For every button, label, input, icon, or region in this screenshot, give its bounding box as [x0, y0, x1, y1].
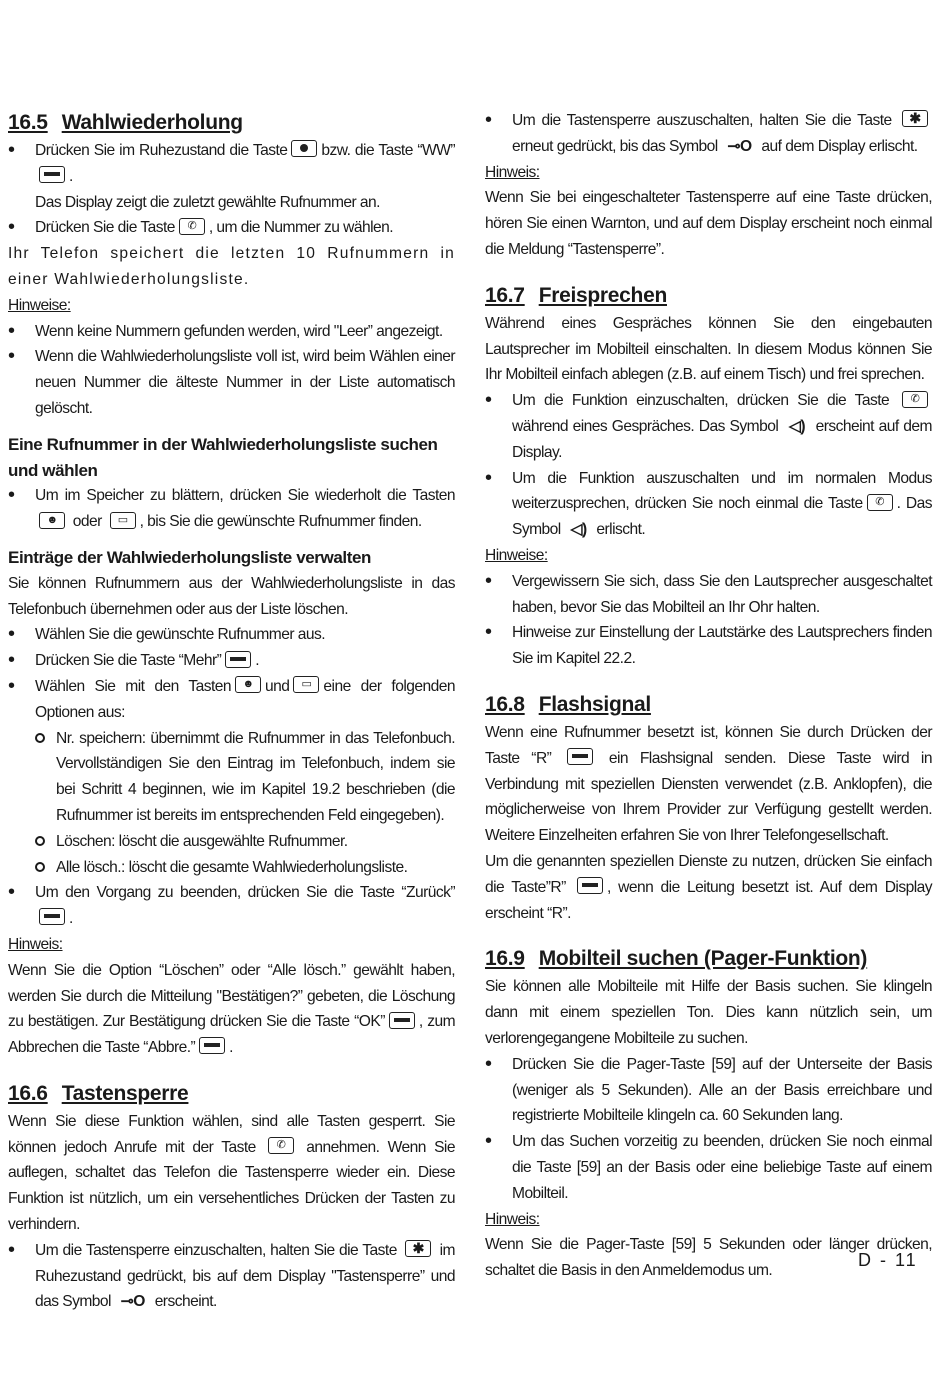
paragraph: Um die genannten speziellen Dienste zu nutzen, drücken Sie einfach die Taste”R” , wenn die Leitung besetzt ist. Auf dem Display erscheint “R”. — [485, 853, 932, 922]
list-item: • Wählen Sie die gewünschte Rufnummer aus. — [8, 622, 455, 648]
hint-list — [8, 319, 455, 422]
keylock-steps — [8, 1238, 455, 1315]
search-steps — [8, 483, 455, 535]
hint-list — [485, 569, 932, 672]
search-heading: Eine Rufnummer in der Wahlwiederholungsliste suchen und wählen — [8, 434, 438, 480]
hint-label: Hinweise: — [485, 547, 548, 565]
speaker-icon: ◁) — [570, 521, 587, 539]
pager-steps — [485, 1052, 932, 1207]
section-16-6-heading: 16.6 Tastensperre — [8, 1081, 189, 1105]
hint-text: Wenn Sie die Pager-Taste [59] 5 Sekunden oder länger drücken, schaltet die Basis in den Anmeldemodus um. — [485, 1236, 932, 1280]
speaker-icon: ◁) — [788, 418, 805, 435]
list-item: • Um den Vorgang zu beenden, drücken Sie die Taste “Zurück”. — [8, 880, 455, 932]
list-item: • Wählen Sie mit den Tasten ☻ und ▭ eine der folgenden Optionen aus: — [8, 674, 455, 726]
list-item: • Um die Tastensperre auszuschalten, halten Sie die Taste ✱ erneut gedrückt, bis das Symbol ⊸O auf dem Display erlischt. — [485, 108, 932, 160]
keylock-steps-cont — [485, 108, 932, 160]
list-item: • Um die Tastensperre einzuschalten, halten Sie die Taste ✱ im Ruhezustand gedrückt, bis auf dem Display "Tastensperre” und das Symbol ⊸O erscheint. — [8, 1238, 455, 1315]
manage-heading: Einträge der Wahlwiederholungsliste verwalten — [8, 547, 372, 567]
left-column — [8, 108, 455, 1315]
paragraph: Wenn Sie diese Funktion wählen, sind alle Tasten gesperrt. Sie können jedoch Anrufe mit der Taste ✆ annehmen. Wenn Sie auflegen, schaltet das Telefon die Tastensperre wieder ein. Diese Funktion ist nützlich, um ein versehentliches Drücken der Tasten zu verhindern. — [8, 1112, 455, 1234]
key-lock-icon: ⊸O — [727, 137, 752, 155]
manage-steps — [8, 622, 455, 725]
redial-key-icon — [291, 140, 317, 157]
phonebook-key-icon: ▭ — [293, 676, 319, 693]
hint-label: Hinweis: — [8, 935, 63, 953]
paragraph: Sie können alle Mobilteile mit Hilfe der Basis suchen. Sie klingeln dann mit einem speziellen Ton. Dies kann nützlich sein, um verlorengegangene Mobilteile zu suchen. — [485, 978, 932, 1047]
hint-text: Wenn Sie die Option “Löschen” oder “Alle lösch.” gewählt haben, werden Sie durch die Mitteilung "Bestätigen?” gebeten, die Löschung zu bestätigen. Zur Bestätigung drücken Sie die Taste “OK” , zum Abbrechen die Taste “Abbre.” . — [8, 961, 456, 1057]
list-item: • Um im Speicher zu blättern, drücken Sie wiederholt die Tasten ☻ oder ▭ , bis Sie die gewünschte Rufnummer finden. — [8, 483, 455, 535]
page-number: D - 11 — [858, 1250, 918, 1270]
contact-key-icon: ☻ — [235, 676, 261, 693]
paragraph: Wenn eine Rufnummer besetzt ist, können Sie durch Drücken der Taste “R” ein Flashsignal senden. Diese Taste wird in Verbindung mit speziellen Diensten verwendet (z.B. Anklopfen), die möglicherweise von Ihrem Provider zur Verfügung gestellt werden. Weitere Einzelheiten erfahren Sie von Ihrer Telefongesellschaft. — [485, 724, 932, 845]
softkey-bar-icon — [225, 651, 251, 668]
call-key-icon: ✆ — [867, 494, 893, 511]
paragraph: Ihr Telefon speichert die letzten 10 Rufnummern in einer Wahlwiederholungsliste. — [8, 245, 455, 288]
list-item: • Wenn die Wahlwiederholungsliste voll ist, wird beim Wählen einer neuen Nummer die älteste Nummer in der Liste automatisch gelöscht. — [8, 344, 455, 421]
list-item: • Drücken Sie die Taste “Mehr” . — [8, 648, 455, 674]
star-key-icon: ✱ — [405, 1240, 431, 1257]
call-key-icon: ✆ — [902, 391, 928, 408]
hint-label: Hinweis: — [485, 163, 540, 181]
list-item: • Um die Funktion einzuschalten, drücken Sie die Taste ✆ während eines Gespräches. Das Symbol ◁) erscheint auf dem Display. — [485, 388, 932, 465]
list-item: • Drücken Sie im Ruhezustand die Taste bzw. die Taste “WW”. Das Display zeigt die zuletzt gewählte Rufnummer an. — [8, 138, 455, 215]
section-16-5-heading: 16.5 Wahlwiederholung — [8, 111, 243, 134]
list-item: • Hinweise zur Einstellung der Lautstärke des Lautsprechers finden Sie im Kapitel 22.2. — [485, 620, 932, 672]
right-column — [485, 108, 932, 1284]
list-item: • Um die Funktion auszuschalten und im normalen Modus weiterzusprechen, drücken Sie noch einmal die Taste ✆ . Das Symbol ◁) erlischt. — [485, 466, 932, 543]
list-item: Alle lösch.: löscht die gesamte Wahlwiederholungsliste. — [8, 855, 455, 881]
list-item: Nr. speichern: übernimmt die Rufnummer in das Telefonbuch. Vervollständigen Sie den Eintrag im Telefonbuch, indem sie bei Schritt 4 beginnen, wie im Kapitel 19.2 beschrieben (die Rufnummer ist bereits im entsprechenden Feld eingegeben). — [8, 726, 455, 829]
section-16-8-heading: 16.8 Flashsignal — [485, 693, 651, 717]
handsfree-steps — [485, 388, 932, 543]
key-lock-icon: ⊸O — [120, 1293, 145, 1311]
manage-steps-end — [8, 880, 455, 932]
hint-label: Hinweise: — [8, 296, 71, 314]
section-16-7-heading: 16.7 Freisprechen — [485, 283, 667, 307]
hint-text: Wenn Sie bei eingeschalteter Tastensperre auf eine Taste drücken, hören Sie einen Warnton, und auf dem Display erscheint noch einmal die Meldung “Tastensperre”. — [485, 189, 932, 259]
list-item: • Um das Suchen vorzeitig zu beenden, drücken Sie noch einmal die Taste [59] an der Basis oder eine beliebige Taste auf einem Mobilteil. — [485, 1129, 932, 1206]
hint-label: Hinweis: — [485, 1210, 540, 1228]
softkey-bar-icon — [567, 748, 593, 765]
star-key-icon: ✱ — [902, 110, 928, 127]
redial-steps — [8, 138, 455, 241]
contact-key-icon: ☻ — [39, 512, 65, 529]
list-item: Löschen: löscht die ausgewählte Rufnummer. — [8, 829, 455, 855]
softkey-bar-icon — [39, 166, 65, 183]
call-key-icon: ✆ — [179, 218, 205, 235]
call-key-icon: ✆ — [268, 1137, 294, 1154]
softkey-bar-icon — [389, 1012, 415, 1029]
paragraph: Sie können Rufnummern aus der Wahlwiederholungsliste in das Telefonbuch übernehmen oder aus der Liste löschen. — [8, 574, 455, 618]
list-item: • Wenn keine Nummern gefunden werden, wird "Leer” angezeigt. — [8, 319, 455, 345]
softkey-bar-icon — [199, 1037, 225, 1054]
option-list — [8, 726, 455, 881]
phonebook-key-icon: ▭ — [110, 512, 136, 529]
paragraph: Während eines Gespräches können Sie den eingebauten Lautsprecher im Mobilteil einschalten. In diesem Modus können Sie Ihr Mobilteil einfach ablegen (z.B. auf einem Tisch) und frei sprechen. — [485, 314, 932, 384]
softkey-bar-icon — [39, 908, 65, 925]
section-16-9-heading: 16.9 Mobilteil suchen (Pager-Funktion) — [485, 947, 868, 971]
list-item: • Drücken Sie die Pager-Taste [59] auf der Unterseite der Basis (weniger als 5 Sekunden). Alle an der Basis erreichbare und registrierte Mobilteile klingeln ca. 60 Sekunden lang. — [485, 1052, 932, 1129]
list-item: • Drücken Sie die Taste ✆ , um die Nummer zu wählen. — [8, 215, 455, 241]
list-item: • Vergewissern Sie sich, dass Sie den Lautsprecher ausgeschaltet haben, bevor Sie das Mobilteil an Ihr Ohr halten. — [485, 569, 932, 621]
softkey-bar-icon — [577, 877, 603, 894]
